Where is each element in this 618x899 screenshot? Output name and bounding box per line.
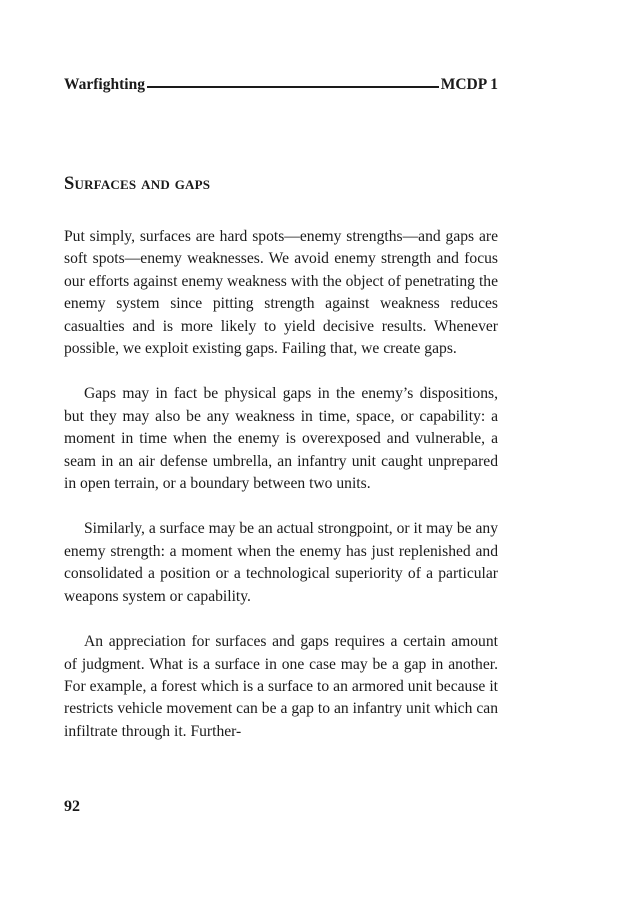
paragraph-1: Put simply, surfaces are hard spots—enemy strengths—and gaps are soft spots—enemy weaknesses. We avoid enemy strength and focus our efforts against enemy weakness with the object of penetrating the enemy system since pitting strength against weakness reduces casualties and is more likely to yield decisive results. Whenever possible, we exploit existing gaps. Failing that, we create gaps. xyxy=(64,228,498,358)
running-header-publication: MCDP 1 xyxy=(440,76,498,93)
paragraph-3: Similarly, a surface may be an actual strongpoint, or it may be any enemy strength: a moment when the enemy has just replenished and consolidated a position or a technological superiority of a particular weapons system or capability. xyxy=(64,520,498,605)
section-heading: Surfaces and gaps xyxy=(64,174,211,194)
running-header xyxy=(64,76,498,94)
header-rule xyxy=(147,86,439,88)
paragraph-4: An appreciation for surfaces and gaps requires a certain amount of judgment. What is a surface in one case may be a gap in another. For example, a forest which is a surface to an armored unit because it restricts vehicle movement can be a gap to an infantry unit which can infiltrate through it. Further- xyxy=(64,633,498,740)
paragraph-2: Gaps may in fact be physical gaps in the enemy’s dispositions, but they may also be any weakness in time, space, or capability: a moment in time when the enemy is overexposed and vulnerable, a seam in an air defense umbrella, an infantry unit caught unprepared in open terrain, or a boundary between two units. xyxy=(64,385,498,493)
page-number: 92 xyxy=(64,798,80,815)
body-text xyxy=(64,226,498,766)
running-header-title: Warfighting xyxy=(64,76,145,93)
